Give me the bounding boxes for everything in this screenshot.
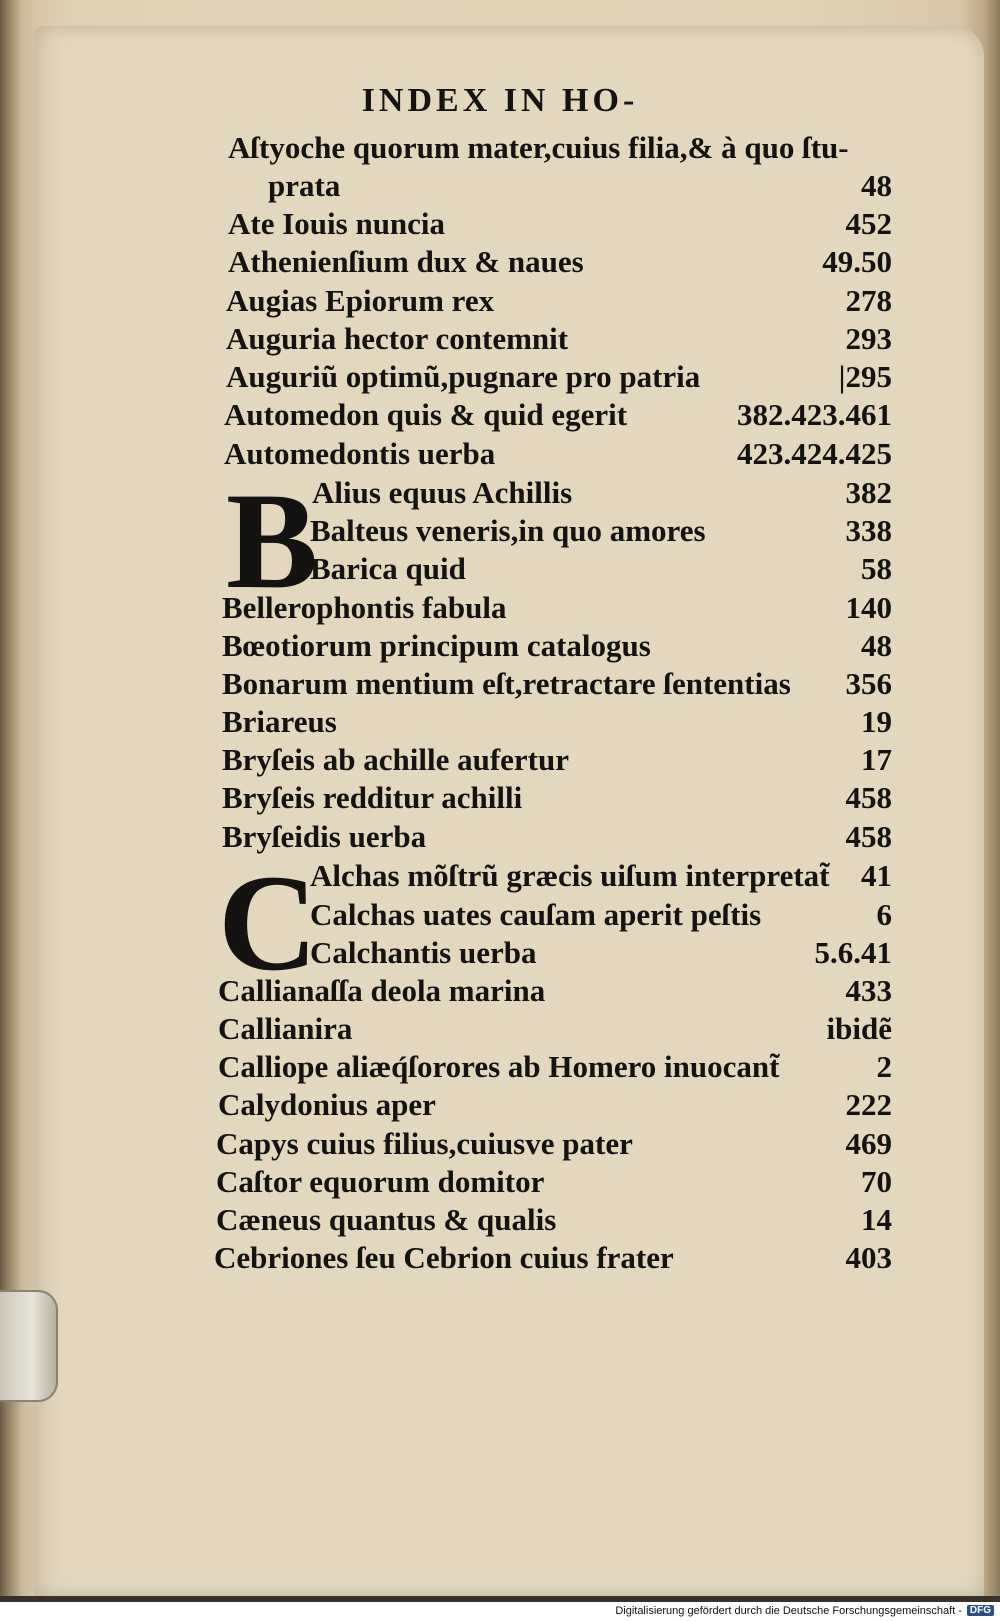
entry-text: Alchas mõſtrũ græcis uiſum interpretat̃ (310, 858, 830, 893)
index-entry (0, 475, 1000, 513)
entry-page: 58 (861, 551, 892, 586)
index-entry (0, 819, 1000, 857)
entry-page: ibidẽ (826, 1011, 892, 1046)
entry-text: Athenienſium dux & naues (228, 244, 584, 279)
entry-page: 356 (845, 666, 892, 701)
entry-text: Callianira (218, 1011, 353, 1046)
entry-text: Bellerophontis fabula (222, 590, 507, 625)
index-entry (0, 780, 1000, 818)
entry-page: 19 (861, 704, 892, 739)
index-entry (0, 283, 1000, 321)
index-entry (0, 704, 1000, 742)
entry-text: Callianaſſa deola marina (218, 973, 546, 1008)
entry-page: 48 (861, 628, 892, 663)
digitization-footer (0, 1602, 1000, 1621)
entry-page: 458 (845, 819, 892, 854)
entry-page: 382 (845, 475, 892, 510)
entry-page: 6 (876, 897, 892, 932)
entry-text: Alius equus Achillis (312, 475, 573, 510)
entry-text: Bryſeidis uerba (222, 819, 427, 854)
entry-text: Auguriũ optimũ,pugnare pro patria (226, 359, 701, 394)
entry-page: 222 (845, 1087, 892, 1122)
entry-page: 41 (861, 858, 892, 893)
index-entry (0, 1126, 1000, 1164)
index-entry (0, 590, 1000, 628)
entry-text: Cæneus quantus & qualis (216, 1202, 557, 1237)
entry-page: 403 (845, 1240, 892, 1275)
running-head: INDEX IN HO- (361, 82, 639, 119)
entry-text: prata (268, 168, 341, 203)
entry-text: Aſtyoche quorum mater,cuius filia,& à quo ſtu- (228, 130, 849, 165)
entry-page: 70 (861, 1164, 892, 1199)
entry-page: 2 (876, 1049, 892, 1084)
index-entry (0, 206, 1000, 244)
entry-text: Calliope aliæq́ſorores ab Homero inuocant̃ (218, 1049, 780, 1084)
index-entry (0, 513, 1000, 551)
entry-text: Cebriones ſeu Cebrion cuius frater (214, 1240, 674, 1275)
entry-page: 17 (861, 742, 892, 777)
entry-text: Caſtor equorum domitor (216, 1164, 545, 1199)
index-entry (0, 1240, 1000, 1278)
index-entry (0, 1049, 1000, 1087)
index-entry (0, 1011, 1000, 1049)
entry-text: Automedontis uerba (224, 436, 496, 471)
index-entry (0, 436, 1000, 474)
entry-text: Ate Iouis nuncia (228, 206, 446, 241)
index-entry (0, 244, 1000, 282)
index-entry (0, 1087, 1000, 1125)
initial-letter-b: B (226, 464, 319, 617)
index-entry (0, 935, 1000, 973)
entry-text: Automedon quis & quid egerit (224, 397, 628, 432)
entry-text: Auguria hector contemnit (226, 321, 569, 356)
entry-text: Calchas uates cauſam aperit peſtis (310, 897, 762, 932)
entry-page: 48 (861, 168, 892, 203)
entry-page: 452 (845, 206, 892, 241)
entry-text: Barica quid (310, 551, 466, 586)
entry-page: 382.423.461 (737, 397, 892, 432)
entry-page: |295 (838, 359, 892, 394)
page-clasp (0, 1290, 58, 1402)
footer-text: Digitalisierung gefördert durch die Deutsche Forschungsgemeinschaft - (615, 1605, 962, 1617)
entry-page: 278 (845, 283, 892, 318)
entry-text: Augias Epiorum rex (226, 283, 495, 318)
entry-text: Bryſeis ab achille aufertur (222, 742, 569, 777)
index-entry (0, 1164, 1000, 1202)
entry-page: 433 (845, 973, 892, 1008)
dfg-badge: DFG (967, 1605, 994, 1616)
entry-page: 458 (845, 780, 892, 815)
entry-page: 423.424.425 (737, 436, 892, 471)
entry-page: 5.6.41 (814, 935, 892, 970)
entry-text: Calydonius aper (218, 1087, 436, 1122)
entry-text: Balteus veneris,in quo amores (310, 513, 706, 548)
index-entry (0, 397, 1000, 435)
index-entry (0, 1202, 1000, 1240)
entry-page: 49.50 (822, 244, 892, 279)
entry-page: 14 (861, 1202, 892, 1237)
index-entry (0, 321, 1000, 359)
index-entry (0, 628, 1000, 666)
index-entry (0, 858, 1000, 896)
index-entry (0, 130, 1000, 168)
entry-text: Capys cuius filius,cuiusve pater (216, 1126, 633, 1161)
entry-text: Calchantis uerba (310, 935, 537, 970)
index-entry (0, 742, 1000, 780)
entry-page: 140 (845, 590, 892, 625)
index-entry (0, 551, 1000, 589)
entry-text: Bryſeis redditur achilli (222, 780, 523, 815)
index-entry (0, 666, 1000, 704)
entry-page: 338 (845, 513, 892, 548)
entry-text: Bonarum mentium eſt,retractare ſententias (222, 666, 791, 701)
initial-letter-c: C (218, 846, 318, 999)
index-entry (0, 897, 1000, 935)
index-entry (0, 359, 1000, 397)
index-entry (0, 973, 1000, 1011)
entry-page: 293 (845, 321, 892, 356)
entry-page: 469 (845, 1126, 892, 1161)
entry-text: Bœotiorum principum catalogus (222, 628, 651, 663)
index-entry (0, 168, 1000, 206)
entry-text: Briareus (222, 704, 337, 739)
